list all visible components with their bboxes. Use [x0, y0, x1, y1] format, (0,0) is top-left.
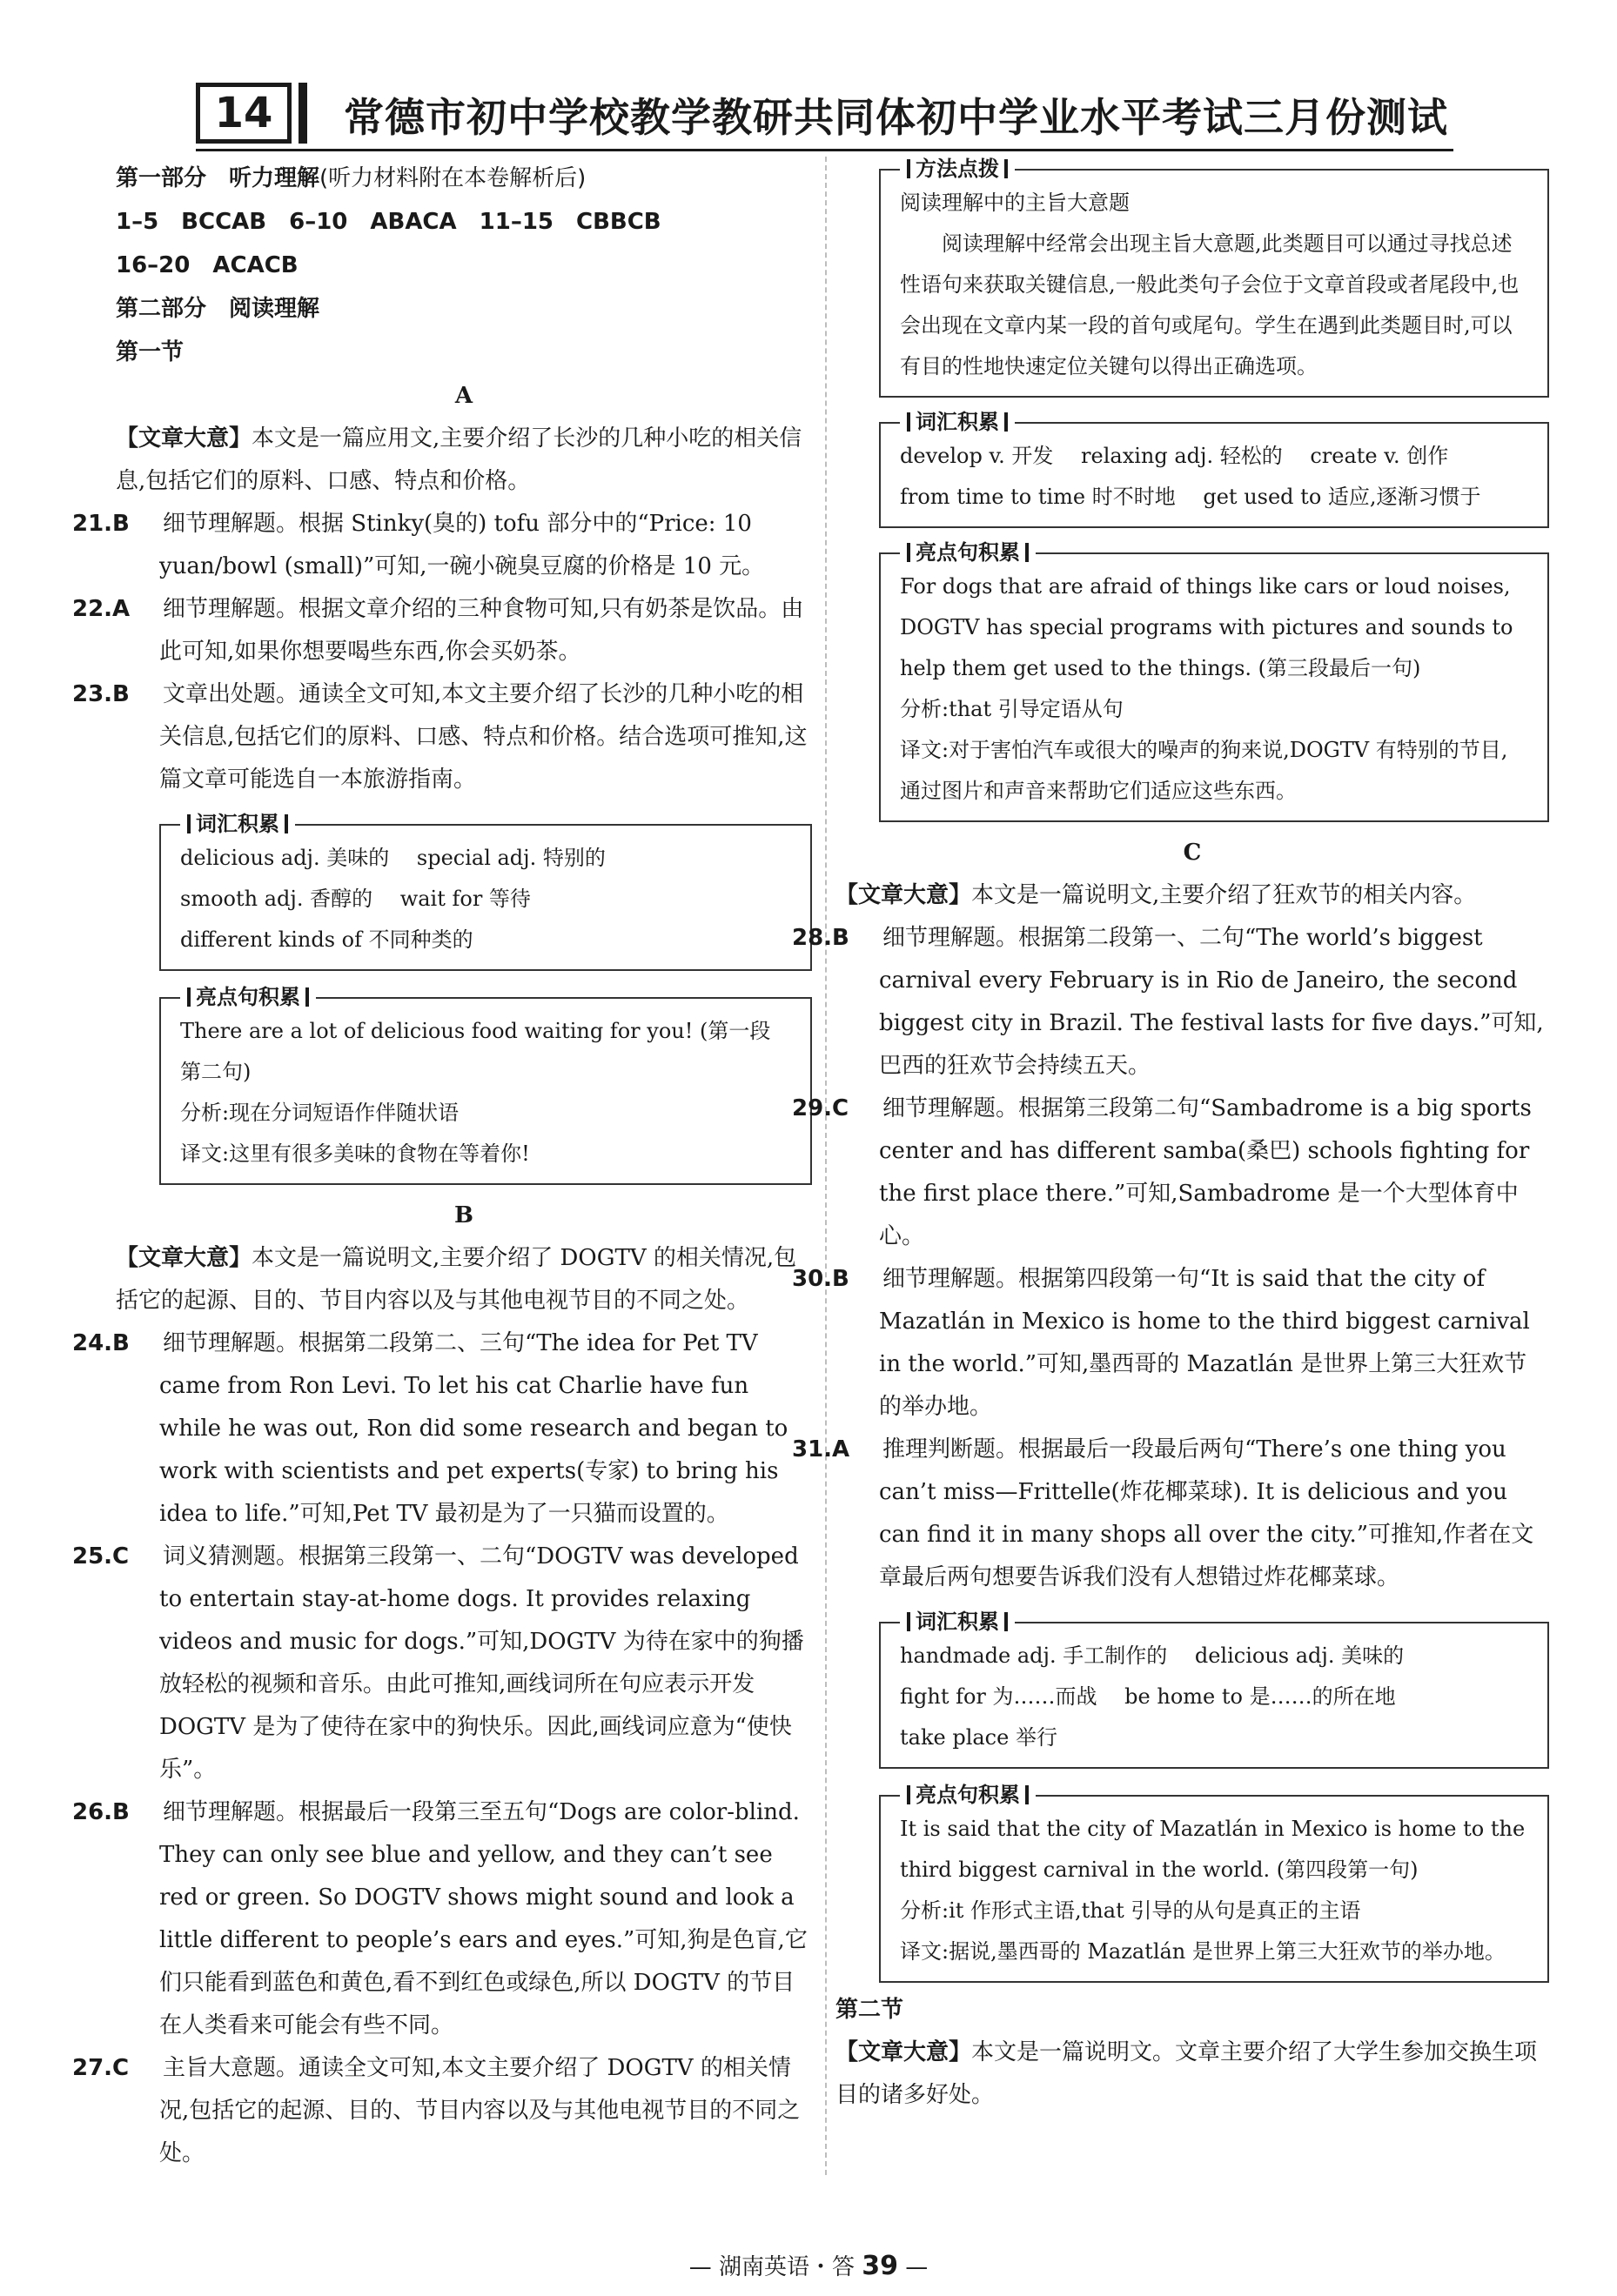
vocab-c-line-3: take place 举行 [900, 1725, 1057, 1750]
q27-analysis: 27.C 主旨大意题。通读全文可知,本文主要介绍了 DOGTV 的相关情况,包括它的起源、目的、节目内容以及与其他电视节目的不同之处。 [72, 2055, 801, 2166]
q25-analysis: 25.C 词义猜测题。根据第三段第一、二句“DOGTV was developed to entertain stay-at-home dogs. It provides relaxing videos and music for dogs.”可知,DOGTV 为待在家中的狗播放轻松的视频和音乐。由此可推知,画线词所在句应表示开发 DOGTV 是为了使待在家中的狗快乐。因此,画线词应意为“使快乐”。 [72, 1543, 804, 1783]
vocab-box-a [159, 812, 812, 971]
sentence-b-analysis: 分析:that 引导定语从句 [900, 697, 1124, 721]
test-title: 常德市初中学校教学教研共同体初中学业水平考试三月份测试 [344, 94, 1448, 141]
vocab-box-c-label: 词汇积累 [900, 1609, 1015, 1635]
sentence-b-translation: 译文:对于害怕汽车或很大的噪声的狗来说,DOGTV 有特别的节目,通过图片和声音来帮助它们适应这些东西。 [900, 738, 1508, 803]
q26-analysis: 26.B 细节理解题。根据最后一段第三至五句“Dogs are color-blind. They can only see blue and yellow, and they can’t see red or green. So DOGTV shows might sound and look a little different to people’s ears and eyes.”可知,狗是色盲,它们只能看到蓝色和黄色,看不到红色或绿色,所以 DOGTV 的节目在人类看来可能会有些不同。 [72, 1799, 808, 2038]
sentence-box-a [159, 985, 812, 1185]
sentence-c-translation: 译文:据说,墨西哥的 Mazatlán 是世界上第三大狂欢节的举办地。 [900, 1939, 1506, 1964]
page-number: 39 [862, 2251, 898, 2281]
footer-dash: — [905, 2254, 929, 2280]
method-body: 阅读理解中经常会出现主旨大意题,此类题目可以通过寻找总述性语句来获取关键信息,一般此类句子会位于文章首段或者尾段中,也会出现在文章内某一段的首句或尾句。学生在遇到此类题目时,可以有目的性地快速定位关键句以得出正确选项。 [900, 231, 1520, 378]
answers-line-1: 1–5 BCCAB 6–10 ABACA 11–15 CBBCB [116, 209, 661, 235]
passage-c-letter: C [1183, 840, 1202, 866]
q21-analysis: 21.B 细节理解题。根据 Stinky(臭的) tofu 部分中的“Price: 10 yuan/bowl (small)”可知,一碗小碗臭豆腐的价格是 10 元。 [72, 511, 765, 579]
q22-analysis: 22.A 细节理解题。根据文章介绍的三种食物可知,只有奶茶是饮品。由此可知,如果你想要喝些东西,你会买奶茶。 [72, 596, 804, 665]
vocab-box-b [879, 410, 1549, 528]
part2-heading: 第二部分 阅读理解 [116, 296, 320, 322]
vocab-c-line-2: fight for 为……而战 be home to 是……的所在地 [900, 1684, 1396, 1709]
sentence-box-c [879, 1783, 1549, 1983]
q30-analysis: 30.B 细节理解题。根据第四段第一句“It is said that the city of Mazatlán in Mexico is home to the third biggest carnival in the world.”可知,墨西哥的 Mazatlán 是世界上第三大狂欢节的举办地。 [792, 1266, 1530, 1420]
sentence-a-analysis: 分析:现在分词短语作伴随状语 [180, 1101, 460, 1125]
vocab-a-line-2: smooth adj. 香醇的 wait for 等待 [180, 887, 531, 911]
q29-analysis: 29.C 细节理解题。根据第三段第二句“Sambadrome is a big sports center and has different samba(桑巴) schools fighting for the first place there.”可知,Sambadrome 是一个大型体育中心。 [792, 1095, 1532, 1249]
vocab-box-a-label: 词汇积累 [180, 811, 295, 837]
vocab-a-line-1: delicious adj. 美味的 special adj. 特别的 [180, 846, 606, 870]
right-column [792, 157, 1549, 2117]
left-column [72, 157, 812, 2175]
method-box [879, 157, 1549, 398]
section2-summary: 【文章大意】本文是一篇说明文。文章主要介绍了大学生参加交换生项目的诸多好处。 [835, 2039, 1538, 2108]
vocab-box-b-label: 词汇积累 [900, 409, 1015, 435]
passage-a-letter: A [454, 383, 473, 409]
answers-line-2: 16–20 ACACB [116, 252, 299, 278]
passage-a-summary: 【文章大意】本文是一篇应用文,主要介绍了长沙的几种小吃的相关信息,包括它们的原料、口感、特点和价格。 [116, 425, 802, 494]
section2-heading: 第二节 [835, 1997, 904, 2023]
vocab-b-line-1: develop v. 开发 relaxing adj. 轻松的 create v. 创作 [900, 444, 1449, 468]
test-number-badge: 14 [196, 83, 292, 144]
page-footer [0, 2249, 1617, 2281]
passage-b-summary: 【文章大意】本文是一篇说明文,主要介绍了 DOGTV 的相关情况,包括它的起源、目的、节目内容以及与其他电视节目的不同之处。 [116, 1245, 797, 1314]
passage-b-letter: B [454, 1202, 473, 1228]
part1-heading: 第一部分 听力理解(听力材料附在本卷解析后) [116, 165, 587, 191]
sentence-b-text: For dogs that are afraid of things like cars or loud noises, DOGTV has special programs with pictures and sounds to help them get used to the things. (第三段最后一句) [900, 574, 1513, 680]
sentence-box-b-label: 亮点句积累 [900, 539, 1036, 566]
column-separator [825, 157, 827, 2175]
sentence-a-translation: 译文:这里有很多美味的食物在等着你! [180, 1141, 530, 1166]
vocab-box-c [879, 1610, 1549, 1769]
header-rule [196, 149, 1453, 151]
passage-c-summary: 【文章大意】本文是一篇说明文,主要介绍了狂欢节的相关内容。 [835, 882, 1477, 908]
vocab-c-line-1: handmade adj. 手工制作的 delicious adj. 美味的 [900, 1643, 1405, 1668]
vocab-b-line-2: from time to time 时不时地 get used to 适应,逐渐习惯于 [900, 485, 1481, 509]
sentence-box-a-label: 亮点句积累 [180, 984, 316, 1010]
method-box-label: 方法点拨 [900, 156, 1015, 182]
q23-analysis: 23.B 文章出处题。通读全文可知,本文主要介绍了长沙的几种小吃的相关信息,包括它们的原料、口感、特点和价格。结合选项可推知,这篇文章可能选自一本旅游指南。 [72, 681, 808, 793]
q28-analysis: 28.B 细节理解题。根据第二段第一、二句“The world’s biggest carnival every February is in Rio de Janeiro, the second biggest city in Brazil. The festival lasts for five days.”可知,巴西的狂欢节会持续五天。 [792, 925, 1544, 1079]
method-title: 阅读理解中的主旨大意题 [900, 191, 1130, 215]
section1-heading: 第一节 [116, 339, 185, 365]
footer-label: — 湖南英语・答 [688, 2254, 855, 2280]
vocab-a-line-3: different kinds of 不同种类的 [180, 927, 473, 952]
q31-analysis: 31.A 推理判断题。根据最后一段最后两句“There’s one thing you can’t miss—Frittelle(炸花椰菜球). It is delicious and you can find it in many shops all over the city.”可推知,作者在文章最后两句想要告诉我们没有人想错过炸花椰菜球。 [792, 1436, 1534, 1590]
page-header [196, 83, 1458, 151]
sentence-box-c-label: 亮点句积累 [900, 1782, 1036, 1808]
q24-analysis: 24.B 细节理解题。根据第二段第二、三句“The idea for Pet TV came from Ron Levi. To let his cat Charlie have fun while he was out, Ron did some research and began to work with scientists and pet experts(专家) to bring his idea to life.”可知,Pet TV 最初是为了一只猫而设置的。 [72, 1330, 788, 1527]
sentence-box-b [879, 540, 1549, 822]
sentence-c-text: It is said that the city of Mazatlán in Mexico is home to the third biggest carnival in the world. (第四段第一句) [900, 1817, 1526, 1882]
sentence-a-text: There are a lot of delicious food waiting for you! (第一段第二句) [180, 1019, 771, 1084]
sentence-c-analysis: 分析:it 作形式主语,that 引导的从句是真正的主语 [900, 1898, 1361, 1923]
header-bar [299, 83, 307, 144]
